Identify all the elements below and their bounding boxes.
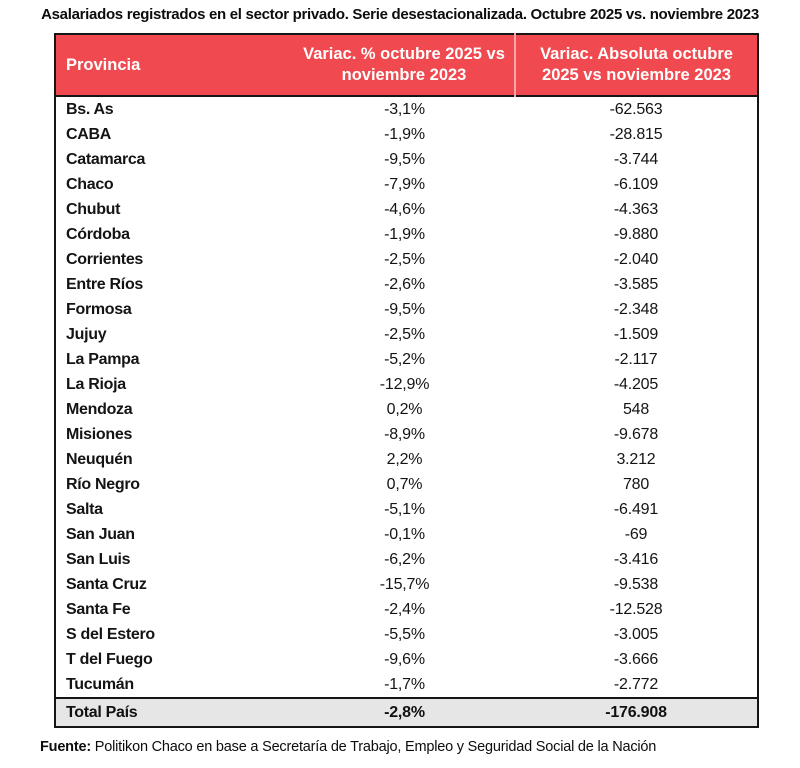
abs-cell: -3.005 [613, 625, 659, 643]
province-cell: Salta [66, 500, 103, 518]
table-row [55, 397, 758, 422]
source-label: Fuente: [40, 739, 91, 755]
table-row [55, 572, 758, 597]
abs-cell: -3.585 [613, 275, 659, 293]
pct-cell: -2,6% [384, 275, 425, 293]
pct-cell: -5,5% [384, 625, 425, 643]
abs-cell: 548 [622, 400, 650, 418]
column-header-variacion-porcentual: Variac. % octubre 2025 vs noviembre 2023 [294, 34, 515, 96]
province-cell: Río Negro [66, 475, 140, 493]
table-row [55, 297, 758, 322]
total-abs-value: -176.908 [605, 703, 667, 721]
table-row [55, 672, 758, 698]
table-row [55, 122, 758, 147]
province-cell: Jujuy [66, 325, 107, 343]
province-cell: San Juan [66, 525, 135, 543]
pct-cell: 0,7% [386, 475, 423, 493]
source-text: Politikon Chaco en base a Secretaría de Trabajo, Empleo y Seguridad Social de la Nación [90, 739, 657, 755]
table-row [55, 197, 758, 222]
table-row [55, 547, 758, 572]
abs-cell: -69 [624, 525, 648, 543]
abs-cell: -12.528 [609, 600, 663, 618]
provinces-table [54, 33, 759, 728]
pct-cell: -8,9% [384, 425, 425, 443]
province-cell: S del Estero [66, 625, 155, 643]
province-cell: San Luis [66, 550, 131, 568]
column-header-provincia: Provincia [55, 34, 294, 96]
table-row [55, 272, 758, 297]
header-row [55, 34, 758, 96]
table-row [55, 347, 758, 372]
pct-cell: -2,5% [384, 250, 425, 268]
province-cell: Mendoza [66, 400, 133, 418]
table-row [55, 522, 758, 547]
total-pct-value: -2,8% [384, 703, 425, 721]
province-cell: La Pampa [66, 350, 140, 368]
pct-cell: -9,5% [384, 300, 425, 318]
pct-cell: -1,9% [384, 125, 425, 143]
province-cell: T del Fuego [66, 650, 153, 668]
table-header [55, 34, 758, 96]
abs-cell: -1.509 [613, 325, 659, 343]
table-row [55, 422, 758, 447]
abs-cell: -9.538 [613, 575, 659, 593]
table-row [55, 222, 758, 247]
abs-cell: -3.416 [613, 550, 659, 568]
pct-cell: -2,4% [384, 600, 425, 618]
abs-cell: -3.666 [613, 650, 659, 668]
table-footer [55, 698, 758, 727]
abs-cell: -62.563 [609, 100, 663, 118]
page-title: Asalariados registrados en el sector privado. Serie desestacionalizada. Octubre 2025 vs. noviembre 2023 [41, 6, 759, 23]
abs-cell: -2.772 [613, 675, 659, 693]
pct-cell: -4,6% [384, 200, 425, 218]
source-note [40, 739, 780, 755]
column-header-variacion-absoluta: Variac. Absoluta octubre 2025 vs noviembre 2023 [515, 34, 758, 96]
abs-cell: -2.348 [613, 300, 659, 318]
province-cell: Santa Fe [66, 600, 131, 618]
abs-cell: -9.880 [613, 225, 659, 243]
pct-cell: -5,2% [384, 350, 425, 368]
pct-cell: -9,5% [384, 150, 425, 168]
abs-cell: -2.040 [613, 250, 659, 268]
province-cell: CABA [66, 125, 112, 143]
table-row [55, 497, 758, 522]
abs-cell: -6.491 [613, 500, 659, 518]
province-cell: Chaco [66, 175, 114, 193]
abs-cell: -9.678 [613, 425, 659, 443]
pct-cell: -6,2% [384, 550, 425, 568]
pct-cell: -1,9% [384, 225, 425, 243]
province-cell: Bs. As [66, 100, 114, 118]
province-cell: Santa Cruz [66, 575, 147, 593]
abs-cell: 780 [622, 475, 650, 493]
abs-cell: -4.205 [613, 375, 659, 393]
province-cell: Corrientes [66, 250, 144, 268]
province-cell: Catamarca [66, 150, 146, 168]
pct-cell: 2,2% [386, 450, 423, 468]
province-cell: La Rioja [66, 375, 126, 393]
pct-cell: -5,1% [384, 500, 425, 518]
province-cell: Entre Ríos [66, 275, 144, 293]
table-body [55, 96, 758, 698]
province-cell: Formosa [66, 300, 132, 318]
pct-cell: 0,2% [386, 400, 423, 418]
table-row [55, 172, 758, 197]
table-row [55, 472, 758, 497]
abs-cell: 3.212 [616, 450, 656, 468]
total-label: Total País [66, 703, 138, 721]
table-row [55, 372, 758, 397]
pct-cell: -15,7% [379, 575, 430, 593]
pct-cell: -0,1% [384, 525, 425, 543]
table-row [55, 322, 758, 347]
total-row [55, 698, 758, 727]
pct-cell: -2,5% [384, 325, 425, 343]
province-cell: Córdoba [66, 225, 130, 243]
table-row [55, 247, 758, 272]
abs-cell: -6.109 [613, 175, 659, 193]
pct-cell: -3,1% [384, 100, 425, 118]
province-cell: Neuquén [66, 450, 133, 468]
table-row [55, 622, 758, 647]
table-row [55, 96, 758, 122]
pct-cell: -9,6% [384, 650, 425, 668]
abs-cell: -28.815 [609, 125, 663, 143]
abs-cell: -4.363 [613, 200, 659, 218]
pct-cell: -7,9% [384, 175, 425, 193]
province-cell: Chubut [66, 200, 121, 218]
abs-cell: -2.117 [614, 350, 658, 368]
province-cell: Tucumán [66, 675, 134, 693]
pct-cell: -12,9% [379, 375, 430, 393]
table-row [55, 647, 758, 672]
pct-cell: -1,7% [384, 675, 425, 693]
abs-cell: -3.744 [613, 150, 659, 168]
table-row [55, 447, 758, 472]
province-cell: Misiones [66, 425, 133, 443]
table-row [55, 147, 758, 172]
table-row [55, 597, 758, 622]
